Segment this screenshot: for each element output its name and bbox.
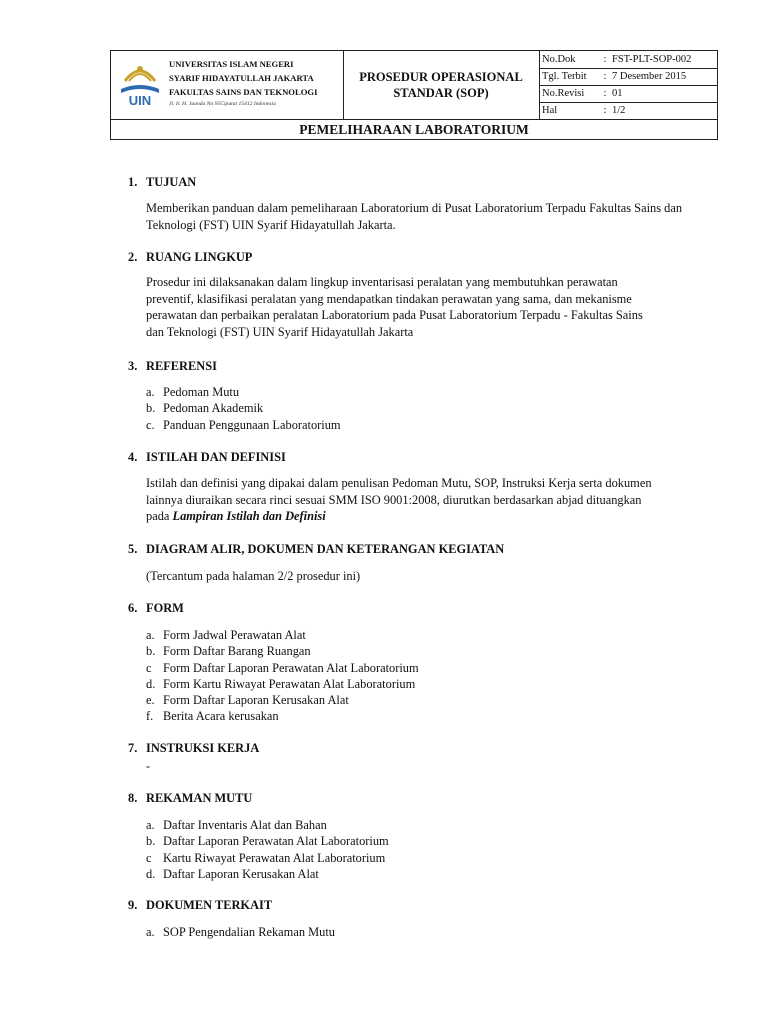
section-body-ruang-lingkup [146, 274, 716, 340]
meta-row-page [539, 102, 717, 119]
meta-value: 7 Desember 2015 [612, 71, 687, 82]
section-number: 1. [128, 175, 138, 189]
logo-text: UIN [128, 93, 152, 108]
list-item [146, 660, 419, 676]
section-number: 6. [128, 601, 138, 615]
section-number: 3. [128, 359, 138, 373]
section-title: DOKUMEN TERKAIT [146, 898, 273, 912]
list-marker: b. [146, 401, 156, 416]
form-list [146, 627, 419, 725]
section-number: 9. [128, 898, 138, 912]
meta-key: Tgl. Terbit [542, 71, 587, 82]
meta-key: Hal [542, 105, 558, 116]
document-header [110, 50, 718, 140]
meta-row-doc-number [539, 51, 717, 69]
meta-value: FST-PLT-SOP-002 [612, 54, 692, 65]
list-item-text: Form Kartu Riwayat Perawatan Alat Laboratorium [163, 676, 416, 691]
reference-list [146, 384, 341, 433]
paragraph-line: - [146, 759, 151, 773]
sop-title [343, 51, 540, 119]
list-item-text: Form Daftar Barang Ruangan [163, 644, 311, 659]
list-marker: d. [146, 866, 156, 881]
list-item-text: Pedoman Akademik [163, 401, 264, 416]
paragraph-line: Istilah dan definisi yang dipakai dalam penulisan Pedoman Mutu, SOP, Instruksi Kerja serta dokumen [146, 476, 652, 490]
paragraph-line: Prosedur ini dilaksanakan dalam lingkup inventarisasi peralatan yang membutuhkan perawatan [146, 275, 618, 289]
university-line1: UNIVERSITAS ISLAM NEGERI [169, 59, 294, 69]
meta-key: No.Dok [542, 54, 576, 65]
university-line2: SYARIF HIDAYATULLAH JAKARTA [169, 73, 314, 83]
institution-block [111, 51, 344, 119]
section-number: 7. [128, 741, 138, 755]
document-meta [539, 51, 717, 119]
list-marker: c [146, 850, 152, 865]
sop-title-line1: PROSEDUR OPERASIONAL [359, 70, 523, 84]
section-title: ISTILAH DAN DEFINISI [146, 450, 286, 464]
meta-key: No.Revisi [542, 88, 585, 99]
list-item-text: Berita Acara kerusakan [163, 709, 279, 724]
list-marker: c [146, 660, 152, 675]
list-item-text: Panduan Penggunaan Laboratorium [163, 417, 341, 432]
list-item [146, 924, 335, 940]
list-item [146, 676, 419, 692]
paragraph-line: (Tercantum pada halaman 2/2 prosedur ini) [146, 569, 361, 583]
list-item [146, 866, 389, 882]
section-title: INSTRUKSI KERJA [146, 741, 260, 755]
section-number: 4. [128, 450, 138, 464]
section-number: 5. [128, 542, 138, 556]
section-heading-tujuan [128, 175, 196, 190]
paragraph-line: Teknologi (FST) UIN Syarif Hidayatullah Jakarta. [146, 217, 396, 232]
list-item [146, 643, 419, 659]
list-item-text: Daftar Laporan Perawatan Alat Laboratorium [163, 834, 389, 849]
emphasized-reference: Lampiran Istilah dan Definisi [172, 509, 326, 523]
institution-address: Jl. Ir. H. Juanda No 95Ciputat 15412 Indonesia [169, 101, 276, 107]
paragraph-line: dan Teknologi (FST) UIN Syarif Hidayatullah Jakarta [146, 324, 414, 339]
quality-record-list [146, 817, 389, 882]
meta-value: 1/2 [612, 105, 626, 116]
list-marker: c. [146, 417, 155, 432]
list-marker: a. [146, 385, 155, 399]
paragraph-line: perawatan dan perbaikan peralatan Laboratorium pada Pusat Laboratorium Terpadu - Fakultas Sains [146, 308, 643, 322]
list-item [146, 708, 419, 724]
list-marker: e. [146, 693, 155, 708]
section-title: RUANG LINGKUP [146, 250, 253, 264]
meta-row-issue-date [539, 68, 717, 86]
section-heading-referensi [128, 359, 217, 374]
section-title: REFERENSI [146, 359, 217, 373]
section-body-diagram [146, 568, 716, 585]
list-item-text: SOP Pengendalian Rekaman Mutu [163, 925, 335, 939]
list-item [146, 384, 341, 400]
list-item [146, 692, 419, 708]
meta-value: 01 [612, 88, 623, 99]
faculty-name: FAKULTAS SAINS DAN TEKNOLOGI [169, 87, 318, 97]
document-title: PEMELIHARAAN LABORATORIUM [111, 119, 717, 140]
meta-colon: : [603, 71, 607, 82]
list-item-text: Daftar Laporan Kerusakan Alat [163, 866, 319, 881]
list-item [146, 417, 341, 433]
section-title: DIAGRAM ALIR, DOKUMEN DAN KETERANGAN KEGIATAN [146, 542, 505, 556]
list-item-text: Form Jadwal Perawatan Alat [163, 628, 306, 642]
section-number: 2. [128, 250, 138, 264]
paragraph-line: lainnya diuraikan secara rinci sesuai SMM ISO 9001:2008, diurutkan berdasarkan abjad dituangkan [146, 492, 642, 507]
uin-logo [117, 59, 163, 109]
list-item [146, 817, 389, 833]
list-item-text: Form Daftar Laporan Kerusakan Alat [163, 693, 349, 708]
section-title: REKAMAN MUTU [146, 791, 253, 805]
section-title: FORM [146, 601, 184, 615]
meta-row-revision [539, 85, 717, 103]
list-marker: b. [146, 644, 156, 659]
paragraph-text: pada [146, 509, 173, 523]
paragraph-line: Memberikan panduan dalam pemeliharaan Laboratorium di Pusat Laboratorium Terpadu Fakultas Sains dan [146, 201, 683, 215]
list-item [146, 627, 419, 643]
list-item-text: Pedoman Mutu [163, 385, 240, 399]
institution-name [169, 57, 317, 99]
section-heading-instruksi-kerja [128, 741, 259, 756]
list-marker: d. [146, 676, 156, 691]
list-marker: a. [146, 628, 155, 642]
section-title: TUJUAN [146, 175, 197, 189]
list-marker: b. [146, 834, 156, 849]
section-body-istilah [146, 475, 716, 525]
list-marker: f. [146, 709, 154, 724]
section-body-instruksi-kerja [146, 758, 716, 775]
meta-colon: : [603, 54, 607, 65]
list-marker: a. [146, 818, 155, 832]
section-heading-dokumen-terkait [128, 898, 272, 913]
list-item [146, 833, 389, 849]
meta-colon: : [603, 88, 607, 99]
list-marker: a. [146, 925, 155, 939]
related-document-list [146, 924, 335, 940]
section-heading-ruang-lingkup [128, 250, 252, 265]
paragraph-line [146, 508, 716, 525]
list-item-text: Form Daftar Laporan Perawatan Alat Laboratorium [163, 660, 419, 675]
meta-colon: : [603, 105, 607, 116]
list-item [146, 850, 389, 866]
section-heading-rekaman-mutu [128, 791, 252, 806]
section-number: 8. [128, 791, 138, 805]
list-item [146, 400, 341, 416]
section-heading-istilah [128, 450, 286, 465]
section-heading-diagram [128, 542, 504, 557]
list-item-text: Daftar Inventaris Alat dan Bahan [163, 818, 327, 832]
list-item-text: Kartu Riwayat Perawatan Alat Laboratorium [163, 850, 386, 865]
section-body-tujuan [146, 200, 716, 233]
paragraph-line: preventif, klasifikasi peralatan yang mendapatkan tindakan perawatan yang sama, dan mekanisme [146, 291, 632, 306]
section-heading-form [128, 601, 184, 616]
sop-title-line2: STANDAR (SOP) [393, 86, 489, 100]
